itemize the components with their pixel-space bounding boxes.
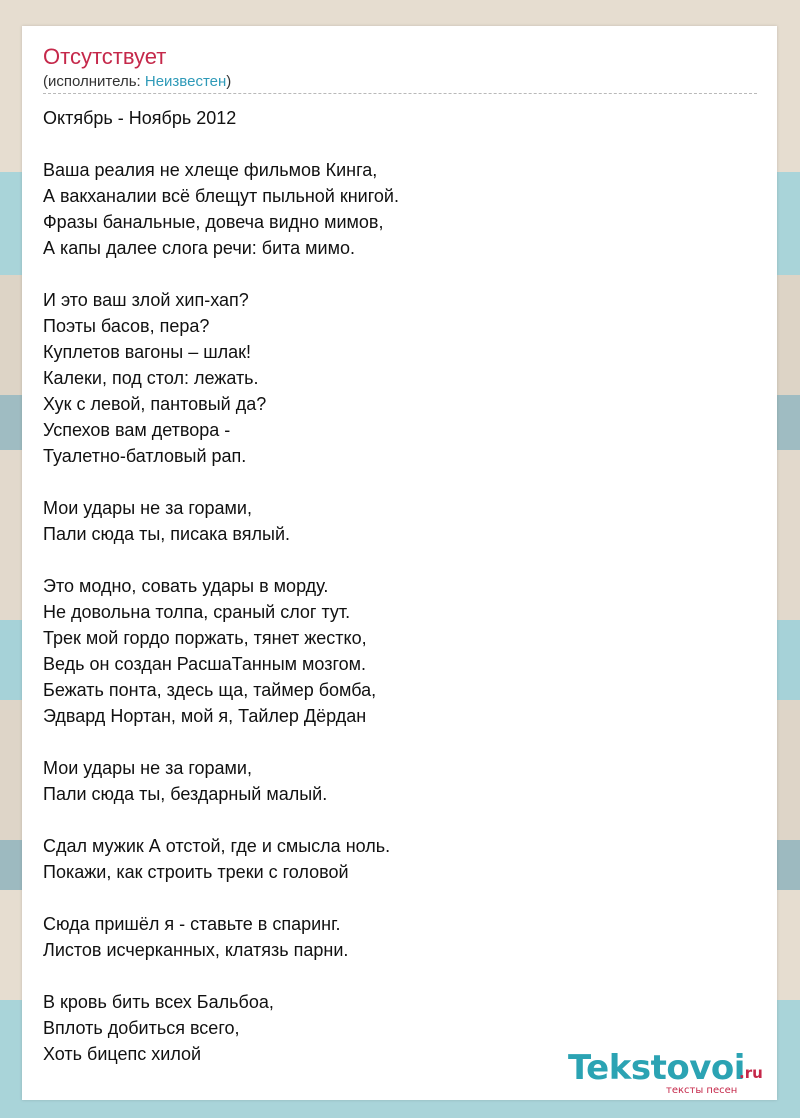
logo-wordmark: Tekstovoi bbox=[568, 1048, 745, 1088]
artist-suffix: ) bbox=[226, 73, 232, 90]
artist-prefix: (исполнитель: bbox=[43, 73, 145, 90]
logo-tagline: тексты песен bbox=[666, 1085, 738, 1096]
song-title: Отсутствует bbox=[43, 44, 167, 69]
site-logo[interactable] bbox=[568, 1049, 778, 1097]
dashed-divider bbox=[43, 93, 757, 94]
artist-link[interactable]: Неизвестен bbox=[144, 73, 227, 90]
lyrics-text: Октябрь - Ноябрь 2012 Ваша реалия не хлеще фильмов Кинга, А вакханалии всё блещут пыльной книгой. Фразы банальные, довеча видно мимов, А капы далее слога речи: бита мимо. И это ваш злой хип-хап? Поэты басов, пера? Куплетов вагоны – шлак! Калеки, под стол: лежать. Хук с левой, пантовый да? Успехов вам детвора - Туалетно-батловый рап. Мои удары не за горами, Пали сюда ты, писака вялый. Это модно, совать удары в морду. Не довольна толпа, сраный слог тут. Трек мой гордо поржать, тянет жестко, Ведь он создан РасшаТанным мозгом. Бежать понта, здесь ща, таймер бомба, Эдвард Нортан, мой я, Тайлер Дёрдан Мои удары не за горами, Пали сюда ты, бездарный малый. Сдал мужик А отстой, где и смысла ноль. Покажи, как строить треки с головой Сюда пришёл я - ставьте в спаринг. Листов исчерканных, клатязь парни. В кровь бить всех Бальбоа, Вплоть добиться всего, Хоть бицепс хилой bbox=[43, 108, 399, 1064]
logo-tld: .ru bbox=[739, 1064, 763, 1082]
artist-line bbox=[43, 73, 231, 91]
lyrics-sheet bbox=[22, 26, 777, 1100]
